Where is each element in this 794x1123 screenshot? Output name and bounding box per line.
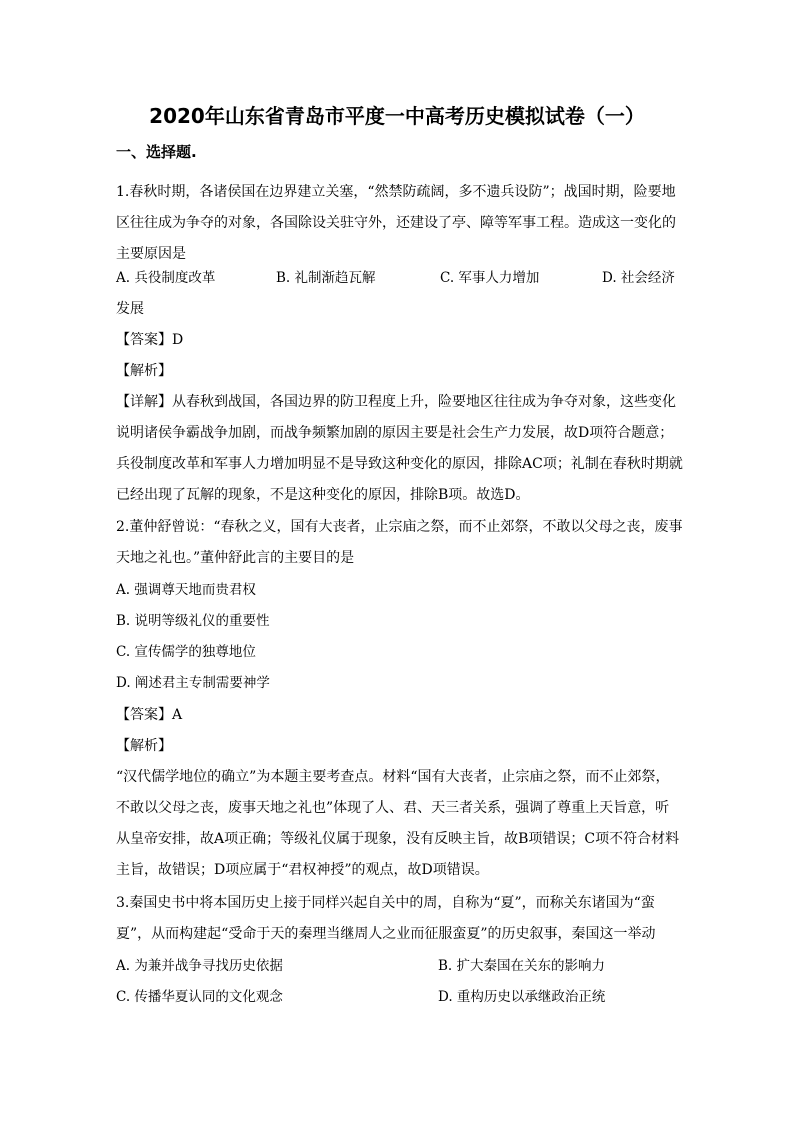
- q2-option-b: B. 说明等级礼仪的重要性: [116, 613, 270, 629]
- q1-detail-line: 【详解】从春秋到战国，各国边界的防卫程度上升，险要地区往往成为争夺对象，这些变化: [116, 394, 676, 410]
- q2-stem-line: 天地之礼也。”董仲舒此言的主要目的是: [116, 550, 355, 566]
- q2-option-a: A. 强调尊天地而贵君权: [116, 582, 256, 598]
- q1-option-d-wrap: 发展: [116, 301, 144, 317]
- q3-stem-line: 3.秦国史书中将本国历史上接于同样兴起自关中的周，自称为“夏”，而称关东诸国为“蛮: [116, 895, 655, 911]
- q3-stem-line: 夏”，从而构建起“受命于天的秦理当继周人之业而征服蛮夏”的历史叙事，秦国这一举动: [116, 926, 656, 942]
- q2-option-c: C. 宣传儒学的独尊地位: [116, 644, 256, 660]
- q2-detail-line: 不敢以父母之丧，废事天地之礼也”体现了人、君、天三者关系，强调了尊重上天旨意，听: [116, 800, 670, 816]
- q1-option-b: B. 礼制渐趋瓦解: [276, 270, 376, 286]
- q2-detail-line: 主旨，故错误；D项应属于“君权神授”的观点，故D项错误。: [116, 862, 489, 878]
- q1-detail-line: 已经出现了瓦解的现象，不是这种变化的原因，排除B项。故选D。: [116, 487, 530, 503]
- q1-detail-line: 兵役制度改革和军事人力增加明显不是导致这种变化的原因，排除AC项；礼制在春秋时期就: [116, 456, 683, 472]
- q1-detail-line: 说明诸侯争霸战争加剧，而战争频繁加剧的原因主要是社会生产力发展，故D项符合题意；: [116, 425, 674, 441]
- q1-answer: 【答案】D: [116, 332, 184, 348]
- q1-option-d: D. 社会经济: [602, 270, 675, 286]
- q3-option-d: D. 重构历史以承继政治正统: [438, 989, 606, 1005]
- q2-detail-line: 从皇帝安排，故A项正确；等级礼仪属于现象，没有反映主旨，故B项错误；C项不符合材料: [116, 831, 680, 847]
- q2-analysis-label: 【解析】: [116, 738, 172, 754]
- q1-stem-line: 主要原因是: [116, 246, 186, 262]
- q1-option-a: A. 兵役制度改革: [116, 270, 216, 286]
- q3-option-a: A. 为兼并战争寻找历史依据: [116, 958, 283, 974]
- q1-stem-line: 1.春秋时期，各诸侯国在边界建立关塞，“然禁防疏阔，多不遗兵设防”；战国时期，险要地: [116, 184, 676, 200]
- q1-analysis-label: 【解析】: [116, 363, 172, 379]
- q3-option-c: C. 传播华夏认同的文化观念: [116, 989, 283, 1005]
- q2-stem-line: 2.董仲舒曾说：“春秋之义，国有大丧者，止宗庙之祭，而不止郊祭，不敢以父母之丧，废事: [116, 519, 683, 535]
- exam-title: 2020年山东省青岛市平度一中高考历史模拟试卷（一）: [149, 104, 645, 128]
- q2-option-d: D. 阐述君主专制需要神学: [116, 675, 270, 691]
- q1-option-c: C. 军事人力增加: [440, 270, 540, 286]
- q2-detail-line: “汉代儒学地位的确立”为本题主要考查点。材料“国有大丧者，止宗庙之祭，而不止郊祭，: [116, 769, 670, 785]
- q3-option-b: B. 扩大秦国在关东的影响力: [438, 958, 606, 974]
- q1-stem-line: 区往往成为争夺的对象，各国除设关驻守外，还建设了亭、障等军事工程。造成这一变化的: [116, 215, 676, 231]
- section-heading: 一、选择题.: [116, 143, 197, 161]
- q2-answer: 【答案】A: [116, 707, 183, 723]
